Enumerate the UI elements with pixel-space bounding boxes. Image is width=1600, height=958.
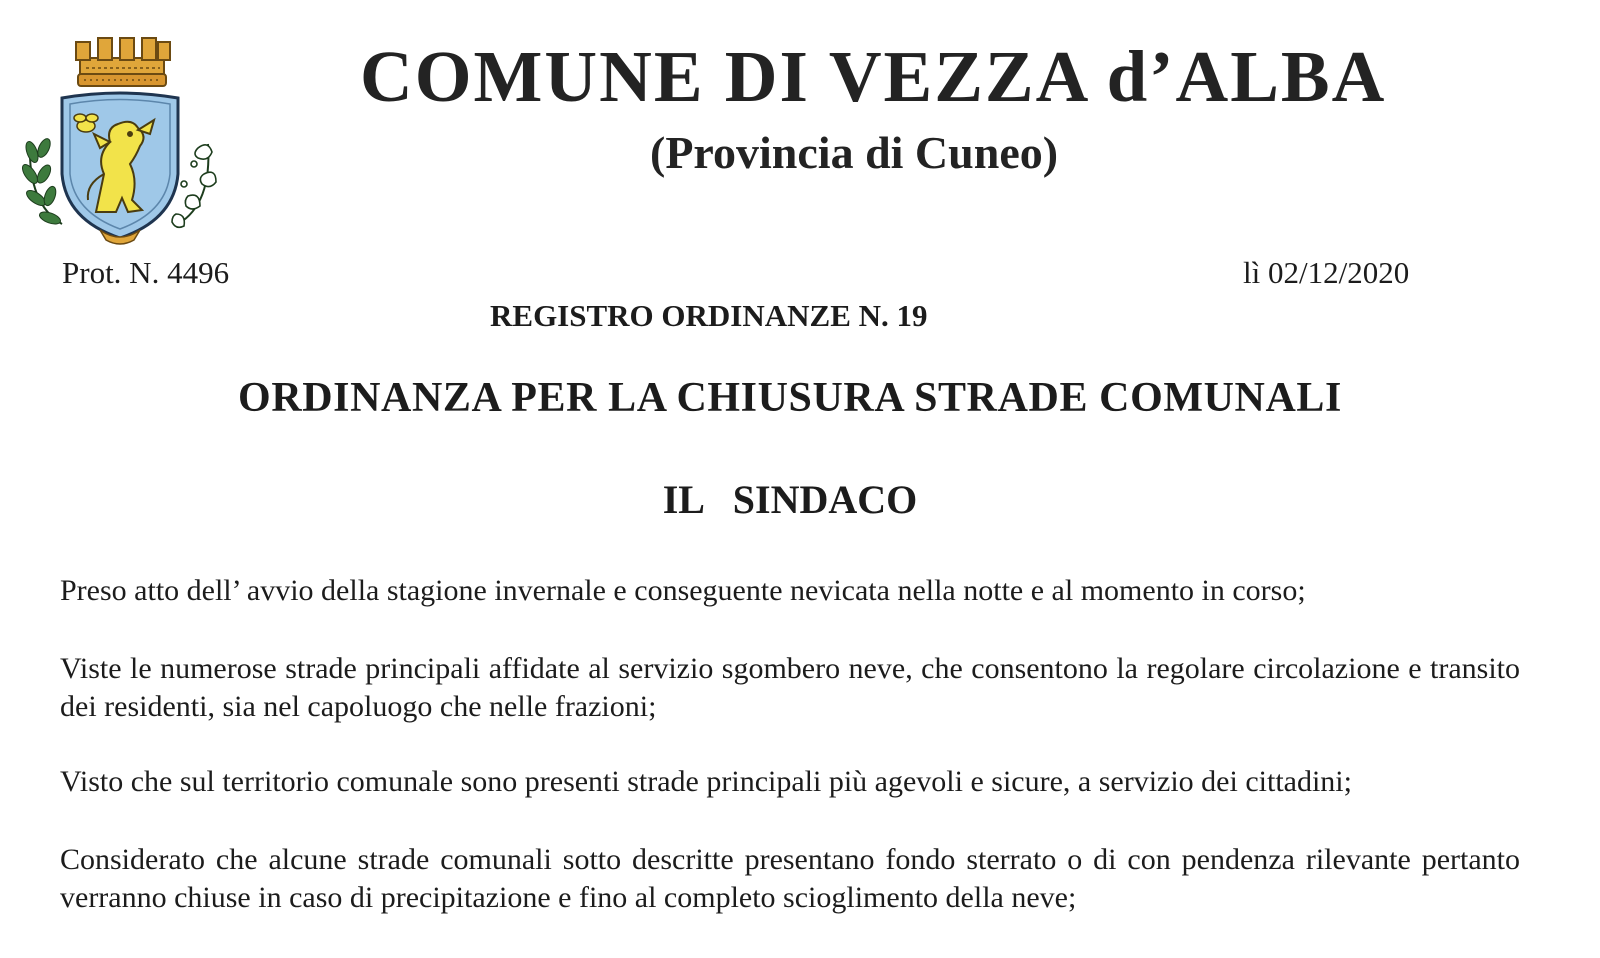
ordinance-register: REGISTRO ORDINANZE N. 19: [490, 298, 928, 333]
paragraph-preso-atto: Preso atto dell’ avvio della stagione invernale e conseguente nevicata nella notte e al momento in corso;: [60, 574, 1306, 607]
municipal-coat-of-arms-icon: [8, 24, 228, 249]
paragraph-considerato: Considerato che alcune strade comunali sotto descritte presentano fondo sterrato o di con pendenza rilevante pertanto verranno chiuse in caso di precipitazione e fino al completo scioglimento della neve;: [60, 843, 1520, 914]
crown-icon: [76, 38, 170, 86]
document-date: lì 02/12/2020: [1243, 255, 1410, 290]
paragraph-viste: Viste le numerose strade principali affidate al servizio sgombero neve, che consentono la regolare circolazione e transito dei residenti, sia nel capoluogo che nelle frazioni;: [60, 652, 1520, 723]
paragraph-visto: Visto che sul territorio comunale sono presenti strade principali più agevoli e sicure, a servizio dei cittadini;: [60, 765, 1352, 798]
protocol-number: Prot. N. 4496: [62, 255, 230, 290]
municipality-title: COMUNE DI VEZZA d’ALBA: [360, 36, 1387, 117]
ordinance-heading: ORDINANZA PER LA CHIUSURA STRADE COMUNALI: [238, 375, 1342, 421]
province-subtitle: (Provincia di Cuneo): [650, 127, 1059, 178]
issuer-heading: IL SINDACO: [662, 477, 918, 522]
bee-icon: [74, 114, 98, 132]
laurel-branch-icon: [20, 137, 62, 227]
